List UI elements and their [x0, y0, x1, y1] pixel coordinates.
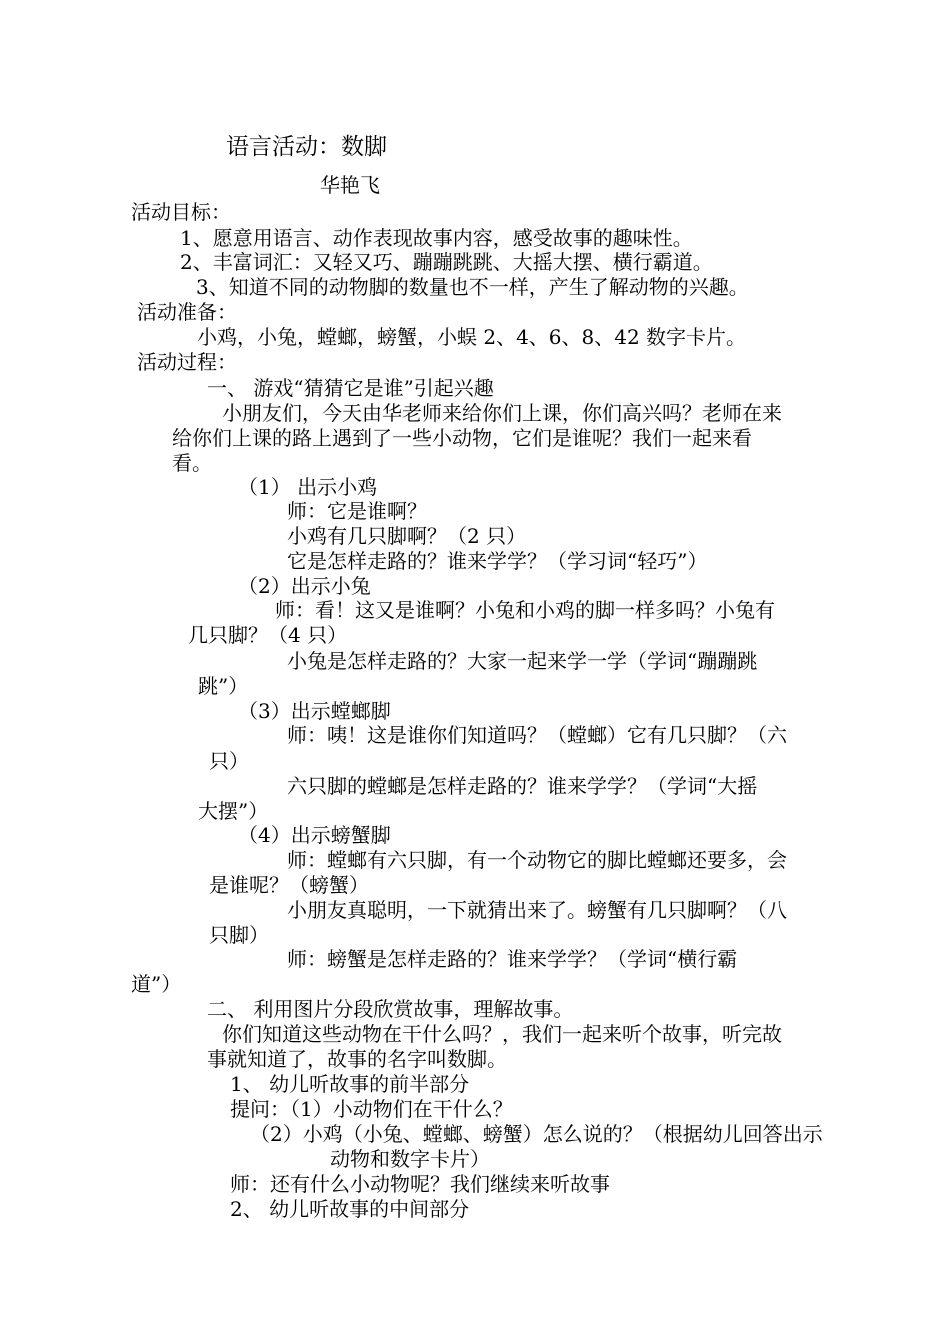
body-line: 师：螃蟹是怎样走路的？谁来学学？（学词“横行霸: [287, 947, 738, 971]
body-line: 一、 游戏“猜猜它是谁”引起兴趣: [207, 376, 494, 400]
body-line: 小兔是怎样走路的？大家一起来学一学（学词“蹦蹦跳: [287, 649, 758, 673]
body-line: 小朋友们，今天由华老师来给你们上课，你们高兴吗？老师在来: [222, 401, 782, 425]
document-title: 语言活动：数脚: [226, 134, 387, 160]
prep-heading: 活动准备：: [137, 300, 237, 324]
body-line: 只脚）: [209, 923, 269, 947]
body-line: 大摆”）: [198, 799, 269, 823]
goal-item: 1、愿意用语言、动作表现故事内容，感受故事的趣味性。: [180, 226, 693, 250]
goals-heading: 活动目标：: [131, 200, 231, 224]
body-line: 师：咦！这是谁你们知道吗？（螳螂）它有几只脚？（六: [287, 723, 787, 747]
body-line: 1、 幼儿听故事的前半部分: [230, 1072, 470, 1096]
body-line: 六只脚的螳螂是怎样走路的？谁来学学？（学词“大摇: [287, 774, 758, 798]
body-line: 2、 幼儿听故事的中间部分: [230, 1197, 470, 1221]
body-line: 几只脚？（4 只）: [188, 623, 348, 647]
body-line: 是谁呢？（螃蟹）: [209, 873, 369, 897]
body-line: （3）出示螳螂脚: [238, 699, 391, 723]
body-line: 提问：（1）小动物们在干什么？: [230, 1097, 513, 1121]
body-line: 二、 利用图片分段欣赏故事，理解故事。: [207, 997, 574, 1021]
body-line: 给你们上课的路上遇到了一些小动物，它们是谁呢？我们一起来看: [172, 426, 752, 450]
body-line: 它是怎样走路的？谁来学学？（学习词“轻巧”）: [287, 549, 708, 573]
body-line: 动物和数字卡片）: [330, 1147, 490, 1171]
body-line: 师：还有什么小动物呢？我们继续来听故事: [230, 1172, 610, 1196]
body-line: 看。: [172, 451, 212, 475]
goal-item: 2、丰富词汇：又轻又巧、蹦蹦跳跳、大摇大摆、横行霸道。: [180, 250, 713, 274]
body-line: 师：看！这又是谁啊？小兔和小鸡的脚一样多吗？小兔有: [275, 598, 775, 622]
goal-item: 3、知道不同的动物脚的数量也不一样，产生了解动物的兴趣。: [196, 275, 749, 299]
body-line: （2）小鸡（小兔、螳螂、螃蟹）怎么说的？（根据幼儿回答出示: [250, 1122, 823, 1146]
body-line: 师：螳螂有六只脚，有一个动物它的脚比螳螂还要多，会: [287, 848, 787, 872]
author-name: 华艳飞: [320, 173, 380, 197]
body-line: 事就知道了，故事的名字叫数脚。: [207, 1047, 507, 1071]
body-line: 小朋友真聪明，一下就猜出来了。螃蟹有几只脚啊？（八: [287, 898, 787, 922]
body-line: （4）出示螃蟹脚: [238, 823, 391, 847]
prep-text: 小鸡，小兔，螳螂，螃蟹，小蜈 2、4、6、8、42 数字卡片。: [197, 325, 747, 349]
process-heading: 活动过程：: [137, 350, 237, 374]
body-line: 你们知道这些动物在干什么吗？，我们一起来听个故事，听完故: [222, 1022, 782, 1046]
body-line: 道”）: [131, 972, 182, 996]
body-line: 跳”）: [198, 674, 249, 698]
body-line: 只）: [209, 749, 249, 773]
body-line: （2）出示小兔: [238, 574, 371, 598]
body-line: 小鸡有几只脚啊？（2 只）: [287, 524, 527, 548]
body-line: （1） 出示小鸡: [238, 475, 378, 499]
body-line: 师：它是谁啊？: [287, 499, 427, 523]
